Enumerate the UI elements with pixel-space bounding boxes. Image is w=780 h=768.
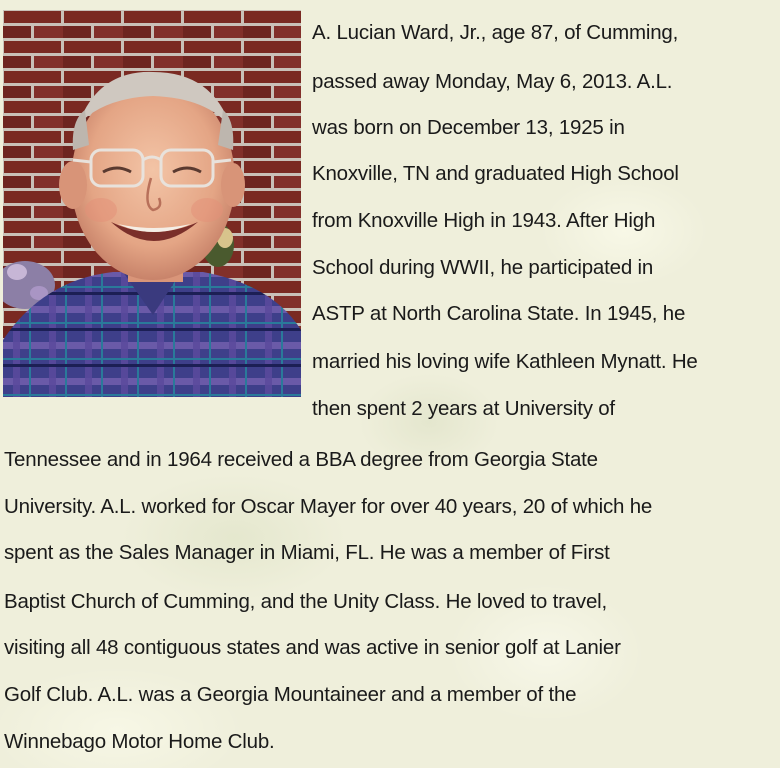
obituary-text-line: from Knoxville High in 1943. After High [312, 209, 656, 232]
obituary-text-line: Baptist Church of Cumming, and the Unity Class. He loved to travel, [4, 590, 608, 613]
portrait-photo [3, 10, 301, 397]
obituary-text-line: Winnebago Motor Home Club. [4, 730, 275, 753]
portrait-image [3, 10, 301, 397]
obituary-text-line: then spent 2 years at University of [312, 397, 615, 420]
obituary-text-line: Tennessee and in 1964 received a BBA degree from Georgia State [4, 448, 598, 471]
obituary-text-line: spent as the Sales Manager in Miami, FL. He was a member of First [4, 541, 610, 564]
obituary-text-line: visiting all 48 contiguous states and was active in senior golf at Lanier [4, 636, 621, 659]
obituary-text-line: passed away Monday, May 6, 2013. A.L. [312, 70, 673, 93]
obituary-text-line: married his loving wife Kathleen Mynatt. He [312, 350, 698, 373]
obituary-text-line: A. Lucian Ward, Jr., age 87, of Cumming, [312, 21, 679, 44]
obituary-text-line: School during WWII, he participated in [312, 256, 654, 279]
obituary-text-line: ASTP at North Carolina State. In 1945, he [312, 302, 686, 325]
obituary-text-line: Golf Club. A.L. was a Georgia Mountaineer and a member of the [4, 683, 577, 706]
obituary-text-line: Knoxville, TN and graduated High School [312, 162, 679, 185]
obituary-text-line: was born on December 13, 1925 in [312, 116, 625, 139]
obituary-text-line: University. A.L. worked for Oscar Mayer for over 40 years, 20 of which he [4, 495, 653, 518]
